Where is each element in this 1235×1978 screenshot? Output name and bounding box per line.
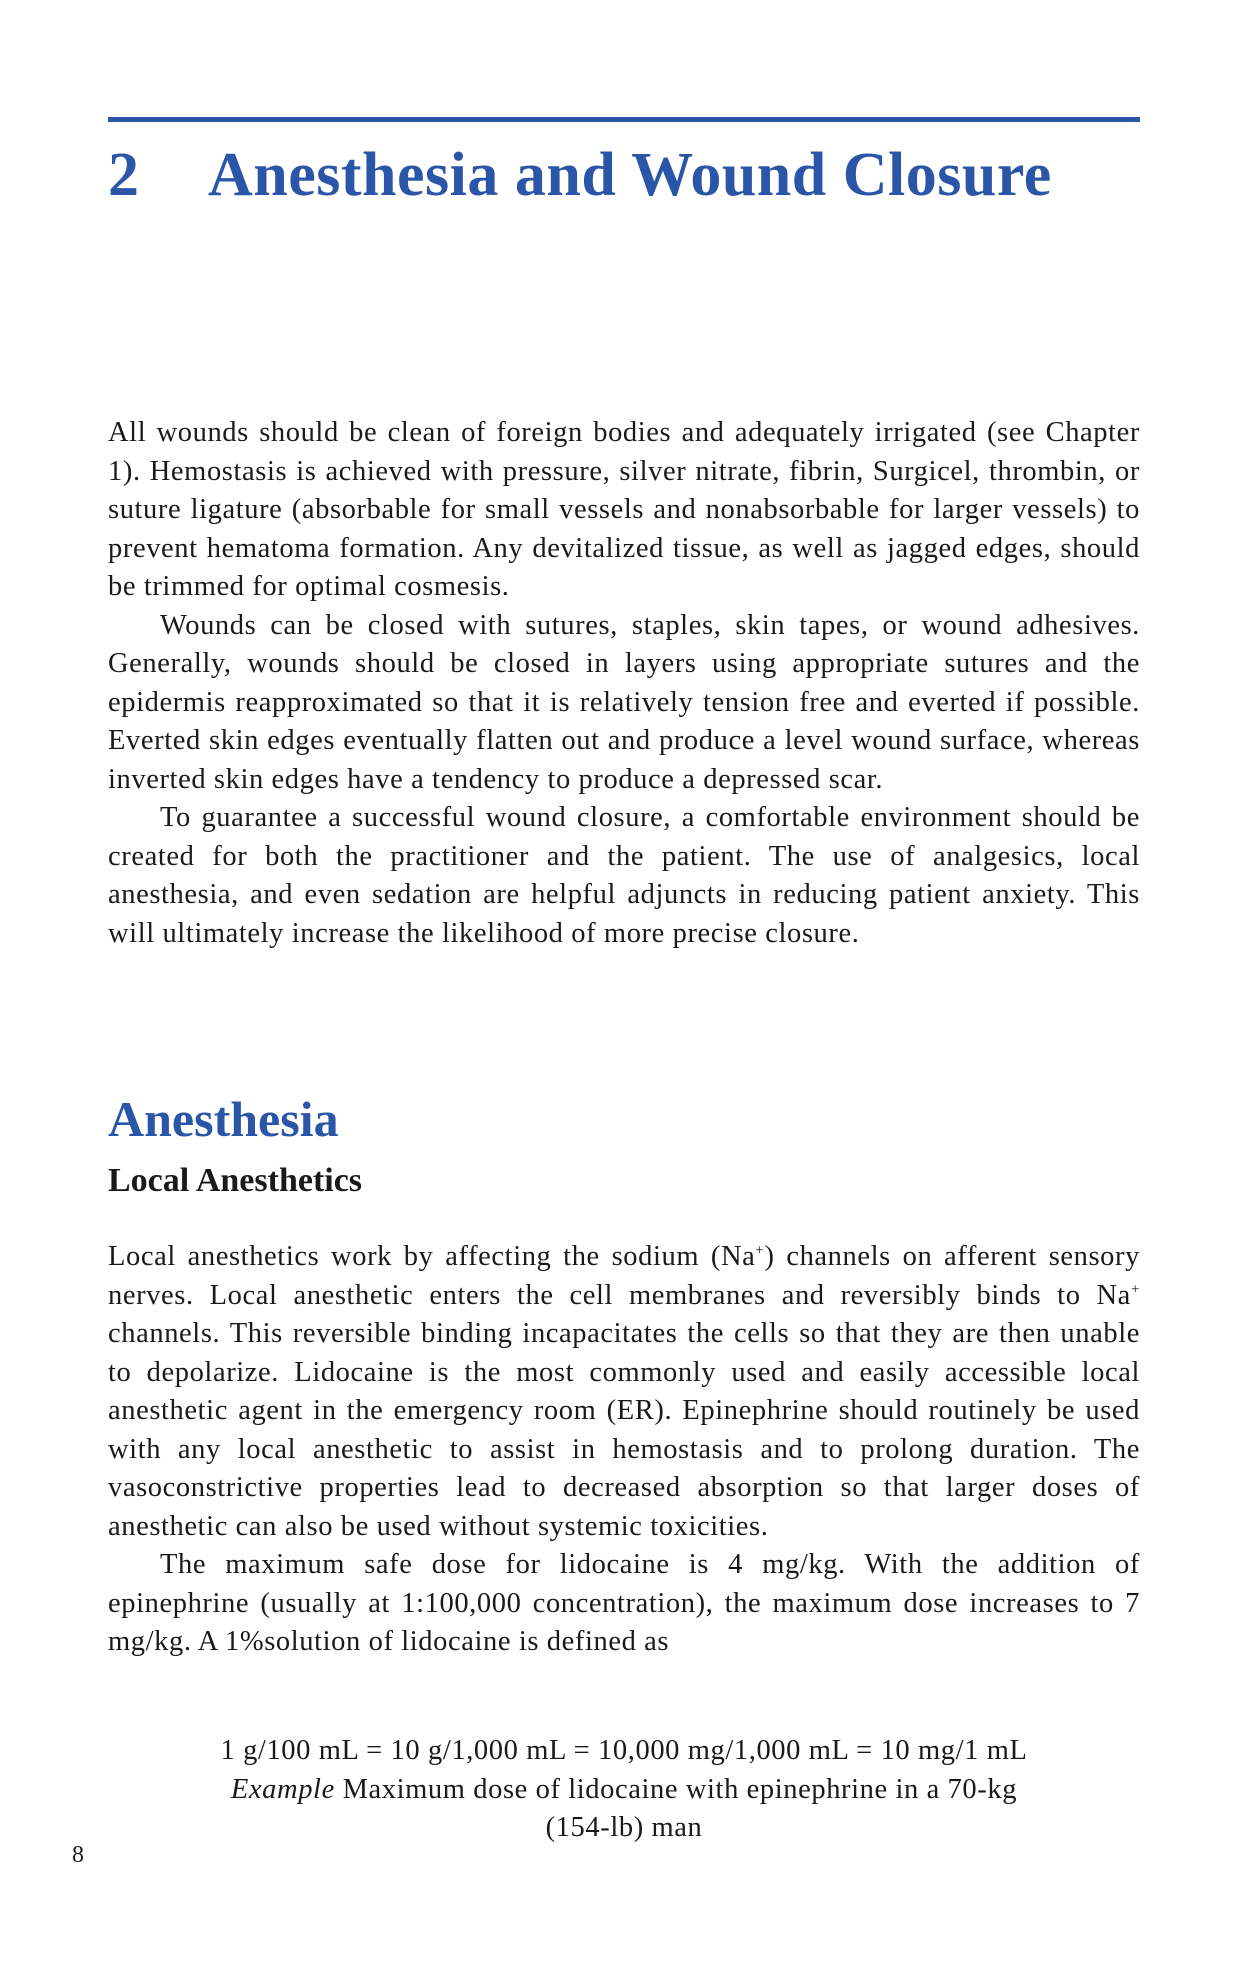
local-p1-part-c: channels. This reversible binding incapacitates the cells so that they are then unable to depolarize. Lidocaine is the most commonly used and easily accessible local anesthetic agent in the emergency room (ER). Epinephrine should routinely be used with any local anesthetic to assist in hemostasis and to prolong duration. The vasoconstrictive properties lead to decreased absorption so that larger doses of anesthetic can also be used without systemic toxicities. — [108, 1318, 1140, 1542]
local-p1-part-a: Local anesthetics work by affecting the sodium (Na — [108, 1241, 756, 1272]
concentration-formula: 1 g/100 mL = 10 g/1,000 mL = 10,000 mg/1,000 mL = 10 mg/1 mL — [220, 1735, 1028, 1766]
example-line-continued: (154-lb) man — [545, 1812, 703, 1843]
local-paragraph-1 — [108, 1238, 1140, 1546]
local-paragraph-2: The maximum safe dose for lidocaine is 4 mg/kg. With the addition of epinephrine (usually at 1:100,000 concentration), the maximum dose increases to 7 mg/kg. A 1%solution of lidocaine is defined as — [108, 1549, 1140, 1657]
local-anesthetics-text — [108, 1238, 1140, 1662]
sodium-charge-superscript: + — [755, 1242, 765, 1259]
intro-paragraph-3: To guarantee a successful wound closure, a comfortable environment should be created for both the practitioner and the patient. The use of analgesics, local anesthesia, and even sedation are helpful adjuncts in reducing patient anxiety. This will ultimately increase the likelihood of more precise closure. — [108, 802, 1140, 949]
example-text: Maximum dose of lidocaine with epinephrine in a 70-kg — [334, 1773, 1018, 1805]
subsection-heading-local-anesthetics: Local Anesthetics — [108, 1162, 363, 1199]
chapter-number: 2 — [108, 141, 140, 209]
dose-formula-block — [108, 1732, 1140, 1848]
sodium-charge-superscript: + — [1130, 1281, 1140, 1297]
intro-paragraph-1: All wounds should be clean of foreign bodies and adequately irrigated (see Chapter 1). Hemostasis is achieved with pressure, silver nitrate, fibrin, Surgicel, thrombin, or suture ligature (absorbable for small vessels and nonabsorbable for larger vessels) to prevent hematoma formation. Any devitalized tissue, as well as jagged edges, should be trimmed for optimal cosmesis. — [108, 417, 1140, 602]
section-heading-anesthesia: Anesthesia — [108, 1091, 339, 1147]
chapter-title: Anesthesia and Wound Closure — [208, 141, 1052, 209]
chapter-top-rule — [108, 117, 1140, 122]
intro-paragraph-2: Wounds can be closed with sutures, staples, skin tapes, or wound adhesives. Generally, wounds should be closed in layers using appropriate sutures and the epidermis reapproximated so that it is relatively tension free and everted if possible. Everted skin edges eventually flatten out and produce a level wound surface, whereas inverted skin edges have a tendency to produce a depressed scar. — [108, 609, 1140, 795]
page-number: 8 — [72, 1842, 84, 1868]
intro-text — [108, 414, 1140, 953]
chapter-heading — [108, 140, 1052, 211]
local-p1-part-b: ) channels on afferent sensory nerves. Local anesthetic enters the cell membranes and reversibly binds to Na — [108, 1241, 1140, 1311]
example-label: Example — [230, 1773, 335, 1805]
example-line — [108, 1771, 1140, 1810]
